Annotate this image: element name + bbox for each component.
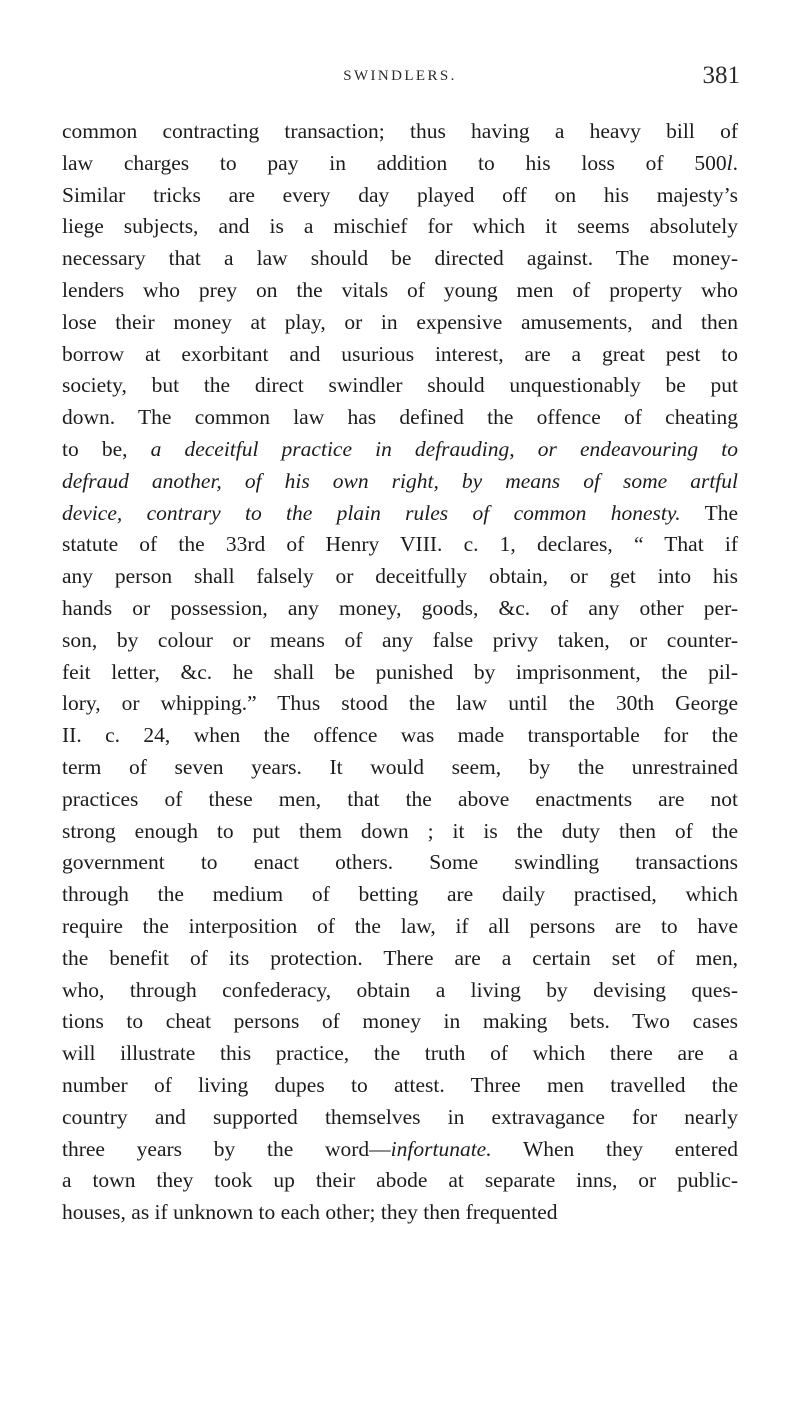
text-run: government to enact others. Some swindling transactions bbox=[62, 850, 738, 875]
text-run: term of seven years. It would seem, by the unrestrained bbox=[62, 754, 738, 779]
text-run: any person shall falsely or deceitfully obtain, or get into his bbox=[62, 564, 738, 589]
text-run: When they entered bbox=[491, 1136, 738, 1161]
text-line bbox=[62, 561, 738, 593]
text-line bbox=[62, 1102, 738, 1134]
text-run: Similar tricks are every day played off on his majesty’s bbox=[62, 182, 738, 207]
text-line bbox=[62, 657, 738, 689]
text-run: lenders who prey on the vitals of young men of property who bbox=[62, 277, 738, 302]
text-line bbox=[62, 752, 738, 784]
running-title: SWINDLERS. bbox=[343, 68, 457, 84]
text-run: houses, as if unknown to each other; they then frequented bbox=[62, 1200, 558, 1225]
text-run: through the medium of betting are daily practised, which bbox=[62, 882, 738, 907]
text-run: strong enough to put them down ; it is the duty then of the bbox=[62, 818, 738, 843]
text-line bbox=[62, 1165, 738, 1197]
text-run: son, by colour or means of any false privy taken, or counter- bbox=[62, 627, 738, 652]
text-line bbox=[62, 116, 738, 148]
text-run: country and supported themselves in extravagance for nearly bbox=[62, 1104, 738, 1129]
running-head bbox=[60, 62, 740, 96]
text-line bbox=[62, 275, 738, 307]
text-run: require the interposition of the law, if all persons are to have bbox=[62, 913, 738, 938]
text-run: lory, or whipping.” Thus stood the law until the 30th George bbox=[62, 691, 738, 716]
text-line bbox=[62, 307, 738, 339]
text-line bbox=[62, 1038, 738, 1070]
text-line bbox=[62, 720, 738, 752]
text-run: who, through confederacy, obtain a living by devising ques- bbox=[62, 977, 738, 1002]
text-run: statute of the 33rd of Henry VIII. c. 1, declares, “ That if bbox=[62, 532, 738, 557]
italic-text: a deceitful practice in defrauding, or endeavouring to bbox=[150, 436, 738, 461]
text-run: law charges to pay in addition to his loss of 500 bbox=[62, 150, 727, 175]
text-run: lose their money at play, or in expensive amusements, and then bbox=[62, 309, 738, 334]
text-run: practices of these men, that the above enactments are not bbox=[62, 786, 738, 811]
text-run: borrow at exorbitant and usurious interest, are a great pest to bbox=[62, 341, 738, 366]
text-run: feit letter, &c. he shall be punished by imprisonment, the pil- bbox=[62, 659, 738, 684]
text-run: liege subjects, and is a mischief for which it seems absolutely bbox=[62, 214, 738, 239]
text-line bbox=[62, 148, 738, 180]
text-line bbox=[62, 1070, 738, 1102]
text-line bbox=[62, 339, 738, 371]
text-line bbox=[62, 529, 738, 561]
text-run: hands or possession, any money, goods, &c. of any other per- bbox=[62, 595, 738, 620]
text-line bbox=[62, 370, 738, 402]
italic-text: device, contrary to the plain rules of common honesty. bbox=[62, 500, 681, 525]
text-run: tions to cheat persons of money in making bets. Two cases bbox=[62, 1009, 738, 1034]
text-line bbox=[62, 625, 738, 657]
text-run: The bbox=[680, 500, 738, 525]
text-run: the benefit of its protection. There are a certain set of men, bbox=[62, 945, 738, 970]
text-run: down. The common law has defined the offence of cheating bbox=[62, 405, 738, 430]
text-line bbox=[62, 593, 738, 625]
text-run: necessary that a law should be directed against. The money- bbox=[62, 246, 738, 271]
italic-text: l bbox=[726, 150, 733, 175]
text-run: society, but the direct swindler should unquestionably be put bbox=[62, 373, 738, 398]
text-line bbox=[62, 211, 738, 243]
text-line bbox=[62, 243, 738, 275]
text-run: common contracting transaction; thus having a heavy bill of bbox=[62, 119, 738, 143]
text-line bbox=[62, 784, 738, 816]
text-line bbox=[62, 466, 738, 498]
text-line bbox=[62, 975, 738, 1007]
italic-text: defraud another, of his own right, by means of some artful bbox=[62, 468, 738, 493]
text-line bbox=[62, 816, 738, 848]
page-number: 381 bbox=[702, 62, 740, 89]
text-line bbox=[62, 180, 738, 212]
text-line bbox=[62, 1197, 738, 1229]
text-run: three years by the word— bbox=[62, 1136, 391, 1161]
text-line bbox=[62, 879, 738, 911]
text-run: . bbox=[732, 150, 738, 175]
text-run: will illustrate this practice, the truth of which there are a bbox=[62, 1041, 738, 1066]
body-text bbox=[62, 116, 738, 1229]
text-line bbox=[62, 688, 738, 720]
text-line bbox=[62, 911, 738, 943]
italic-text: infortunate. bbox=[390, 1136, 492, 1161]
text-line bbox=[62, 1006, 738, 1038]
text-run: II. c. 24, when the offence was made transportable for the bbox=[62, 723, 738, 748]
text-line bbox=[62, 847, 738, 879]
text-line bbox=[62, 1134, 738, 1166]
text-run: to be, bbox=[62, 436, 151, 461]
text-line bbox=[62, 943, 738, 975]
text-run: a town they took up their abode at separate inns, or public- bbox=[62, 1168, 738, 1193]
text-run: number of living dupes to attest. Three men travelled the bbox=[62, 1072, 738, 1097]
text-line bbox=[62, 402, 738, 434]
text-line bbox=[62, 498, 738, 530]
text-line bbox=[62, 434, 738, 466]
